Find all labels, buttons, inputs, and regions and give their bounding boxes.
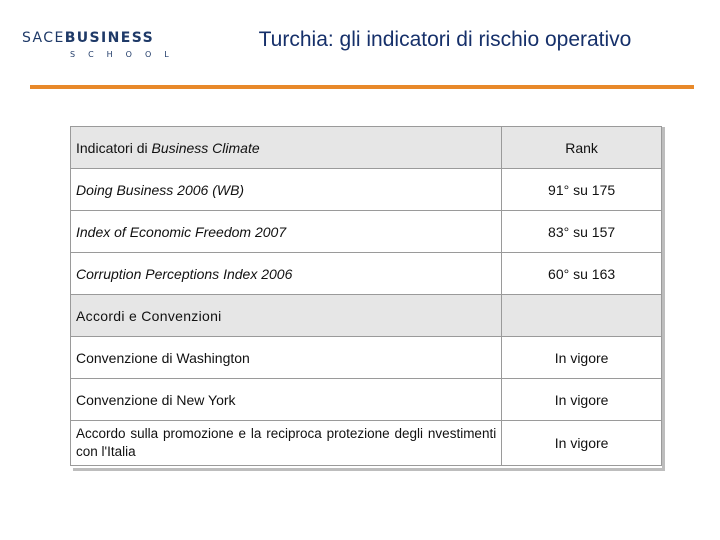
header-rank-cell: Rank: [502, 127, 662, 169]
table-shadow-right: [662, 127, 665, 469]
logo-school-text: SCHOOL: [70, 50, 182, 59]
indicator-rank: 91° su 175: [502, 169, 662, 211]
table-row: [71, 337, 662, 379]
indicator-name: Corruption Perceptions Index 2006: [71, 253, 502, 295]
indicator-rank: 60° su 163: [502, 253, 662, 295]
table-row: [71, 421, 662, 466]
agreement-status: In vigore: [502, 379, 662, 421]
section-agreements-label: Accordi e Convenzioni: [71, 295, 502, 337]
section-header-row: [71, 295, 662, 337]
agreement-name: Convenzione di Washington: [71, 337, 502, 379]
page-title: Turchia: gli indicatori di rischio operativo: [258, 28, 632, 51]
table-row: [71, 379, 662, 421]
logo-wordmark: [22, 30, 154, 46]
table-header-row: [71, 127, 662, 169]
indicator-rank: 83° su 157: [502, 211, 662, 253]
table-row: [71, 211, 662, 253]
risk-indicators-table: [70, 126, 662, 466]
section-agreements-rank: [502, 295, 662, 337]
agreement-status: In vigore: [502, 421, 662, 466]
title-divider: [30, 85, 694, 89]
agreement-name: Convenzione di New York: [71, 379, 502, 421]
table-row: [71, 169, 662, 211]
header-indicators-prefix: Indicatori di: [76, 139, 152, 156]
agreement-status: In vigore: [502, 337, 662, 379]
indicator-name: Index of Economic Freedom 2007: [71, 211, 502, 253]
logo-sace-text: SACE: [22, 30, 65, 46]
logo-business-text: BUSINESS: [64, 30, 155, 46]
sace-business-school-logo: [22, 22, 182, 66]
table-row: [71, 253, 662, 295]
agreement-name: Accordo sulla promozione e la reciproca protezione degli nvestimenti con l'Italia: [71, 421, 502, 466]
header-indicators-italic: Business Climate: [151, 139, 260, 156]
table-shadow-bottom: [73, 468, 665, 471]
header-indicators-cell: [71, 127, 502, 169]
indicator-name: Doing Business 2006 (WB): [71, 169, 502, 211]
